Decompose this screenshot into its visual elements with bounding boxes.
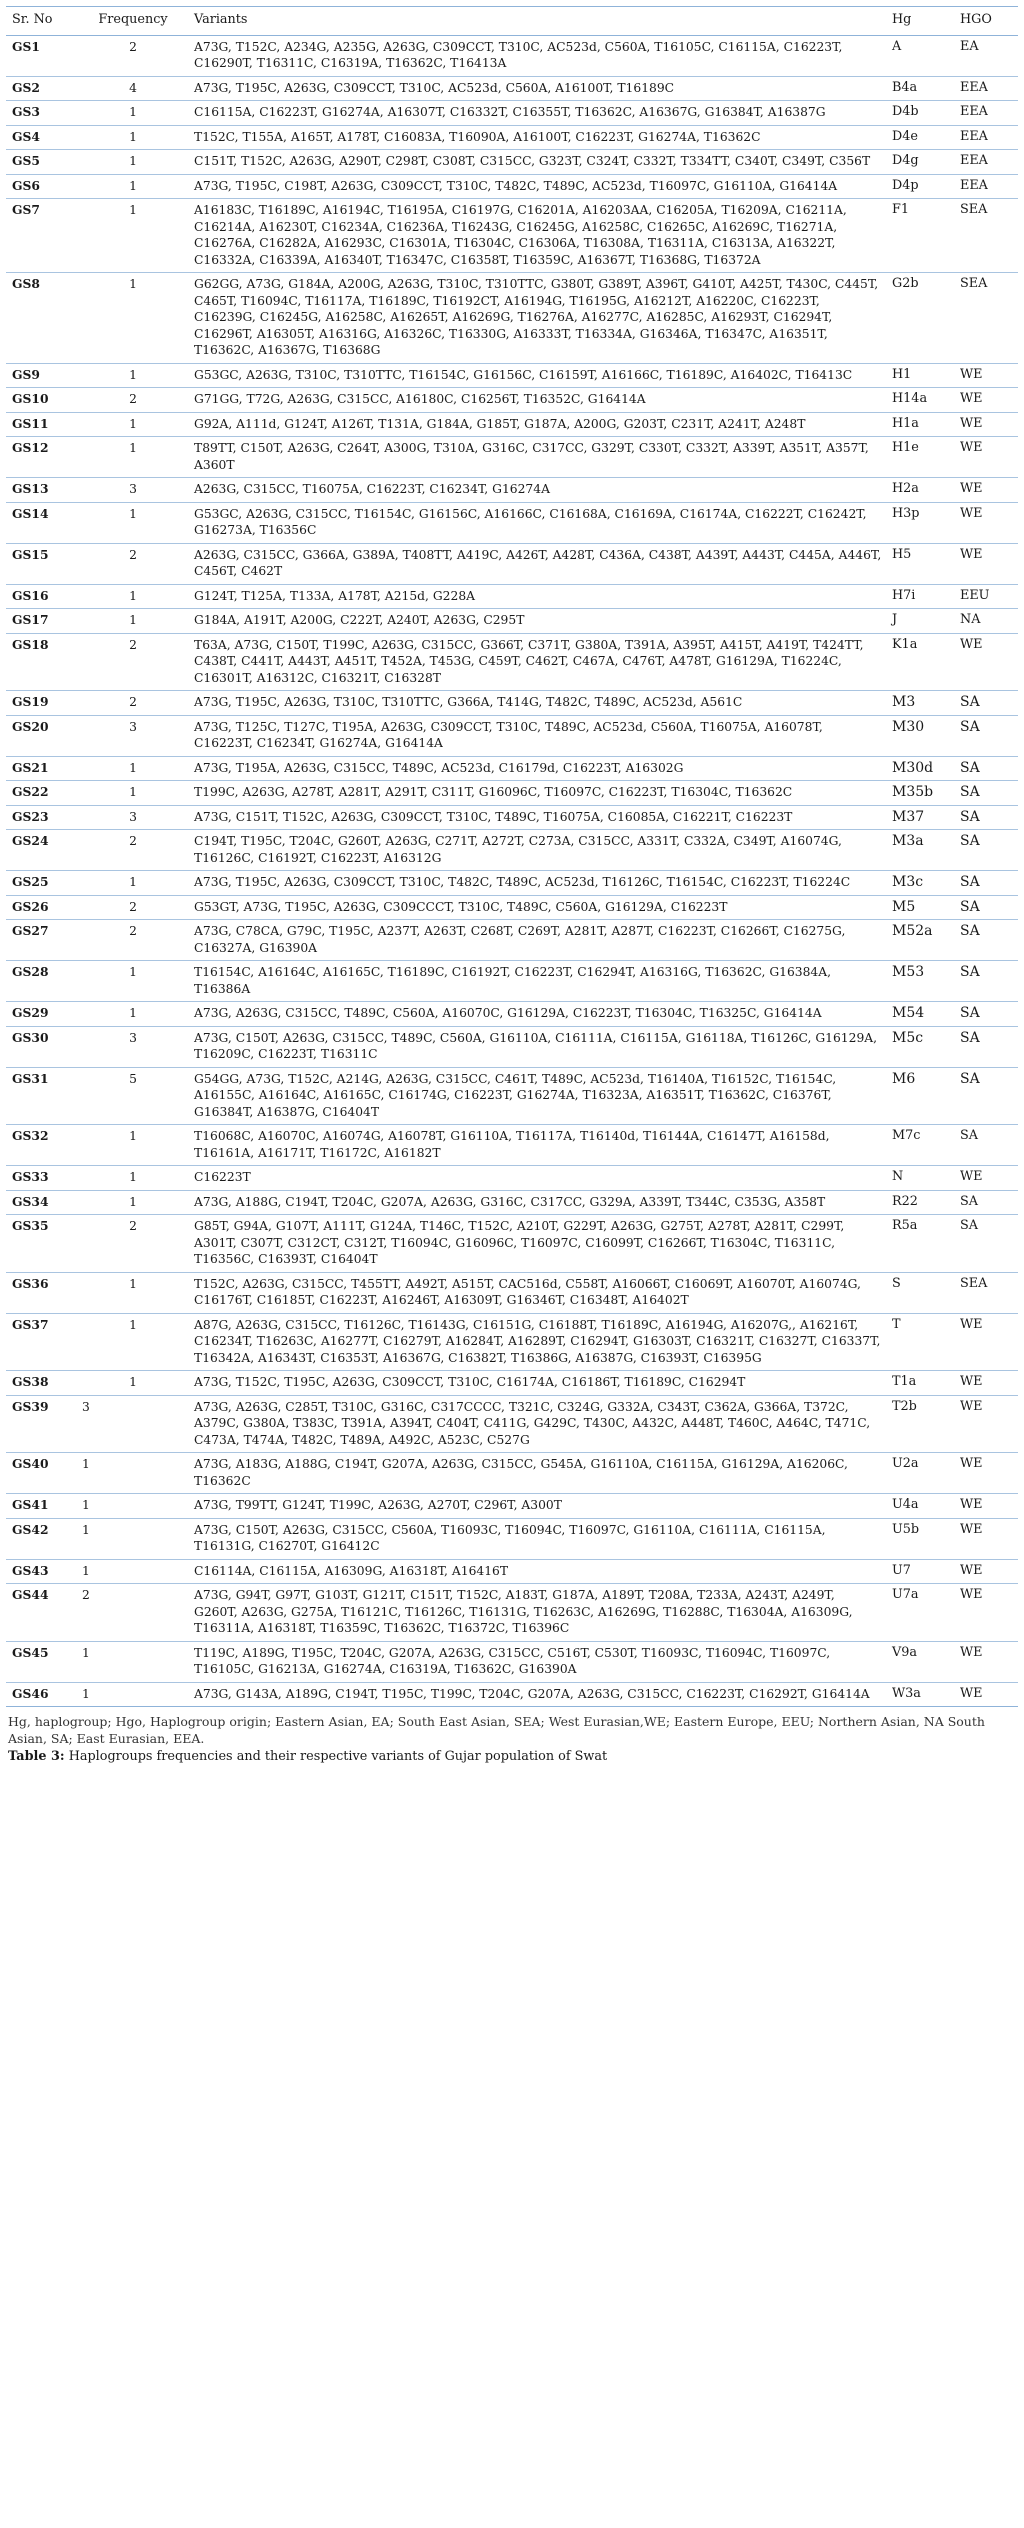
cell-variants: G54GG, A73G, T152C, A214G, A263G, C315CC, C461T, T489C, AC523d, T16140A, T16152C, T16154C, A16155C, A16164C, A16165C, C16174G, C16223T, G16274A, T16323A, A16351T, T16362C, C16376T, G16384T, A16387G, C16404T xyxy=(188,1067,886,1125)
cell-hgo: WE xyxy=(954,1494,1018,1519)
header-frequency: Frequency xyxy=(76,7,188,36)
cell-sr-no: GS16 xyxy=(6,584,76,609)
table-row xyxy=(6,1682,1018,1707)
cell-sr-no: GS9 xyxy=(6,363,76,388)
cell-hgo: WE xyxy=(954,1641,1018,1682)
cell-frequency: 3 xyxy=(76,1395,188,1453)
cell-hgo: EEA xyxy=(954,101,1018,126)
cell-frequency: 1 xyxy=(76,961,188,1002)
cell-sr-no: GS17 xyxy=(6,609,76,634)
table-row xyxy=(6,543,1018,584)
cell-frequency: 1 xyxy=(76,101,188,126)
cell-sr-no: GS15 xyxy=(6,543,76,584)
cell-variants: A73G, G94T, G97T, G103T, G121T, C151T, T152C, A183T, G187A, A189T, T208A, T233A, A243T, A249T, G260T, A263G, G275A, T16121C, T16126C, T16131G, T16263C, A16269G, T16288C, T16304A, A16309G, T16311A, A16318T, T16359C, T16362C, T16372C, T16396C xyxy=(188,1584,886,1642)
cell-sr-no: GS14 xyxy=(6,502,76,543)
cell-variants: A16183C, T16189C, A16194C, T16195A, C16197G, C16201A, A16203AA, C16205A, T16209A, C16211A, C16214A, A16230T, C16234A, C16236A, T16243G, C16245G, A16258C, C16265C, A16269C, T16271A, C16276A, C16282A, A16293C, C16301A, T16304C, C16306A, T16308A, T16311A, C16313A, A16322T, C16332A, C16339A, A16340T, T16347C, C16358T, T16359C, A16367T, T16368G, T16372A xyxy=(188,199,886,273)
cell-sr-no: GS39 xyxy=(6,1395,76,1453)
table-row xyxy=(6,1559,1018,1584)
cell-haplogroup: N xyxy=(886,1166,954,1191)
table-row xyxy=(6,1494,1018,1519)
cell-haplogroup: U2a xyxy=(886,1453,954,1494)
cell-frequency: 1 xyxy=(76,174,188,199)
cell-variants: G62GG, A73G, G184A, A200G, A263G, T310C, T310TTC, G380T, G389T, A396T, G410T, A425T, T430C, C445T, C465T, T16094C, T16117A, T16189C, T16192CT, A16194G, T16195G, A16212T, A16220C, C16223T, C16239G, C16245G, A16258C, A16265T, A16269G, T16276A, A16277C, A16285C, A16293T, C16294T, C16296T, A16305T, A16316G, A16326C, T16330G, A16333T, T16334A, G16346A, T16347C, A16351T, T16362C, A16367G, T16368G xyxy=(188,273,886,364)
cell-haplogroup: K1a xyxy=(886,633,954,691)
cell-variants: A73G, T195C, C198T, A263G, C309CCT, T310C, T482C, T489C, AC523d, T16097C, G16110A, G16414A xyxy=(188,174,886,199)
cell-frequency: 1 xyxy=(76,273,188,364)
cell-frequency: 1 xyxy=(76,1371,188,1396)
cell-frequency: 1 xyxy=(76,1518,188,1559)
cell-hgo: WE xyxy=(954,388,1018,413)
cell-hgo: SA xyxy=(954,691,1018,716)
cell-haplogroup: D4e xyxy=(886,125,954,150)
cell-frequency: 1 xyxy=(76,756,188,781)
cell-frequency: 1 xyxy=(76,1125,188,1166)
table-row xyxy=(6,478,1018,503)
cell-sr-no: GS10 xyxy=(6,388,76,413)
cell-sr-no: GS46 xyxy=(6,1682,76,1707)
table-row xyxy=(6,125,1018,150)
cell-sr-no: GS34 xyxy=(6,1190,76,1215)
cell-frequency: 2 xyxy=(76,830,188,871)
table-row xyxy=(6,1215,1018,1273)
cell-sr-no: GS45 xyxy=(6,1641,76,1682)
cell-haplogroup: M35b xyxy=(886,781,954,806)
cell-frequency: 3 xyxy=(76,478,188,503)
cell-frequency: 1 xyxy=(76,502,188,543)
document xyxy=(6,6,1018,1764)
cell-hgo: SA xyxy=(954,1067,1018,1125)
cell-hgo: SA xyxy=(954,715,1018,756)
cell-variants: T119C, A189G, T195C, T204C, G207A, A263G, C315CC, C516T, C530T, T16093C, T16094C, T16097C, T16105C, G16213A, G16274A, C16319A, T16362C, G16390A xyxy=(188,1641,886,1682)
table-row xyxy=(6,1067,1018,1125)
cell-hgo: WE xyxy=(954,1584,1018,1642)
cell-variants: A73G, C150T, A263G, C315CC, T489C, C560A, G16110A, C16111A, C16115A, G16118A, T16126C, G16129A, T16209C, C16223T, T16311C xyxy=(188,1026,886,1067)
cell-haplogroup: W3a xyxy=(886,1682,954,1707)
cell-haplogroup: M30d xyxy=(886,756,954,781)
cell-haplogroup: M3c xyxy=(886,871,954,896)
cell-sr-no: GS37 xyxy=(6,1313,76,1371)
cell-sr-no: GS12 xyxy=(6,437,76,478)
cell-hgo: WE xyxy=(954,1371,1018,1396)
cell-hgo: SA xyxy=(954,1190,1018,1215)
cell-variants: A73G, T195C, A263G, C309CCT, T310C, AC523d, C560A, A16100T, T16189C xyxy=(188,76,886,101)
cell-haplogroup: H1e xyxy=(886,437,954,478)
cell-variants: C194T, T195C, T204C, G260T, A263G, C271T, A272T, C273A, C315CC, A331T, C332A, C349T, A16074G, T16126C, C16192T, C16223T, A16312G xyxy=(188,830,886,871)
cell-frequency: 1 xyxy=(76,871,188,896)
cell-variants: A73G, A188G, C194T, T204C, G207A, A263G, G316C, C317CC, G329A, A339T, T344C, C353G, A358T xyxy=(188,1190,886,1215)
cell-variants: A73G, C78CA, G79C, T195C, A237T, A263T, C268T, C269T, A281T, A287T, C16223T, C16266T, C16275G, C16327A, G16390A xyxy=(188,920,886,961)
cell-sr-no: GS38 xyxy=(6,1371,76,1396)
cell-hgo: EEU xyxy=(954,584,1018,609)
cell-sr-no: GS24 xyxy=(6,830,76,871)
cell-variants: G184A, A191T, A200G, C222T, A240T, A263G, C295T xyxy=(188,609,886,634)
cell-sr-no: GS6 xyxy=(6,174,76,199)
cell-hgo: SA xyxy=(954,830,1018,871)
cell-sr-no: GS21 xyxy=(6,756,76,781)
table-row xyxy=(6,1002,1018,1027)
cell-haplogroup: M3 xyxy=(886,691,954,716)
table-row xyxy=(6,691,1018,716)
cell-haplogroup: H5 xyxy=(886,543,954,584)
cell-sr-no: GS13 xyxy=(6,478,76,503)
cell-frequency: 2 xyxy=(76,1215,188,1273)
cell-frequency: 3 xyxy=(76,715,188,756)
cell-frequency: 2 xyxy=(76,543,188,584)
cell-variants: A73G, A263G, C315CC, T489C, C560A, A16070C, G16129A, C16223T, T16304C, T16325C, G16414A xyxy=(188,1002,886,1027)
cell-variants: A73G, T195C, A263G, T310C, T310TTC, G366A, T414G, T482C, T489C, AC523d, A561C xyxy=(188,691,886,716)
cell-sr-no: GS35 xyxy=(6,1215,76,1273)
cell-variants: A73G, C151T, T152C, A263G, C309CCT, T310C, T489C, T16075A, C16085A, C16221T, C16223T xyxy=(188,805,886,830)
cell-variants: G85T, G94A, G107T, A111T, G124A, T146C, T152C, A210T, G229T, A263G, G275T, A278T, A281T, C299T, A301T, C307T, C312CT, C312T, T16094C, G16096C, T16097C, C16099T, C16266T, T16304C, T16311C, T16356C, C16393T, C16404T xyxy=(188,1215,886,1273)
cell-variants: G53GC, A263G, C315CC, T16154C, G16156C, A16166C, C16168A, C16169A, C16174A, C16222T, C16242T, G16273A, T16356C xyxy=(188,502,886,543)
table-footnote: Hg, haplogroup; Hgo, Haplogroup origin; Eastern Asian, EA; South East Asian, SEA; West Eurasian,WE; Eastern Europe, EEU; Northern Asian, NA South Asian, SA; East Eurasian, EEA. xyxy=(8,1714,985,1746)
table-row xyxy=(6,805,1018,830)
cell-haplogroup: S xyxy=(886,1272,954,1313)
cell-variants: A87G, A263G, C315CC, T16126C, T16143G, C16151G, C16188T, T16189C, A16194G, A16207G,, A16216T, C16234T, T16263C, A16277T, C16279T, A16284T, A16289T, C16294T, G16303T, C16321T, C16327T, C16337T, T16342A, A16343T, C16353T, A16367G, C16382T, T16386G, A16387G, C16393T, C16395G xyxy=(188,1313,886,1371)
cell-hgo: SA xyxy=(954,871,1018,896)
cell-frequency: 2 xyxy=(76,920,188,961)
cell-hgo: SA xyxy=(954,895,1018,920)
cell-sr-no: GS11 xyxy=(6,412,76,437)
cell-sr-no: GS23 xyxy=(6,805,76,830)
table-row xyxy=(6,388,1018,413)
cell-hgo: SEA xyxy=(954,273,1018,364)
cell-haplogroup: G2b xyxy=(886,273,954,364)
cell-haplogroup: M5c xyxy=(886,1026,954,1067)
cell-haplogroup: B4a xyxy=(886,76,954,101)
cell-hgo: SA xyxy=(954,805,1018,830)
cell-frequency: 1 xyxy=(76,1682,188,1707)
cell-variants: G53GC, A263G, T310C, T310TTC, T16154C, G16156C, C16159T, A16166C, T16189C, A16402C, T16413C xyxy=(188,363,886,388)
cell-sr-no: GS8 xyxy=(6,273,76,364)
table-body xyxy=(6,35,1018,1707)
cell-sr-no: GS40 xyxy=(6,1453,76,1494)
cell-frequency: 1 xyxy=(76,125,188,150)
cell-hgo: WE xyxy=(954,363,1018,388)
cell-sr-no: GS3 xyxy=(6,101,76,126)
cell-variants: A263G, C315CC, T16075A, C16223T, C16234T, G16274A xyxy=(188,478,886,503)
header-hgo: HGO xyxy=(954,7,1018,36)
cell-hgo: EEA xyxy=(954,125,1018,150)
cell-haplogroup: M37 xyxy=(886,805,954,830)
table-row xyxy=(6,1518,1018,1559)
cell-variants: G71GG, T72G, A263G, C315CC, A16180C, C16256T, T16352C, G16414A xyxy=(188,388,886,413)
table-row xyxy=(6,174,1018,199)
cell-variants: T16154C, A16164C, A16165C, T16189C, C16192T, C16223T, C16294T, A16316G, T16362C, G16384A, T16386A xyxy=(188,961,886,1002)
cell-haplogroup: M30 xyxy=(886,715,954,756)
cell-hgo: SA xyxy=(954,1026,1018,1067)
cell-haplogroup: M5 xyxy=(886,895,954,920)
cell-hgo: WE xyxy=(954,437,1018,478)
table-row xyxy=(6,920,1018,961)
cell-sr-no: GS7 xyxy=(6,199,76,273)
cell-variants: T63A, A73G, C150T, T199C, A263G, C315CC, G366T, C371T, G380A, T391A, A395T, A415T, A419T, T424TT, C438T, C441T, A443T, A451T, T452A, T453G, C459T, C462T, C467A, C476T, A478T, G16129A, T16224C, C16301T, A16312C, C16321T, C16328T xyxy=(188,633,886,691)
cell-hgo: WE xyxy=(954,1518,1018,1559)
cell-haplogroup: R22 xyxy=(886,1190,954,1215)
cell-hgo: SA xyxy=(954,1002,1018,1027)
table-row xyxy=(6,633,1018,691)
cell-haplogroup: D4g xyxy=(886,150,954,175)
cell-haplogroup: D4p xyxy=(886,174,954,199)
cell-frequency: 1 xyxy=(76,584,188,609)
cell-haplogroup: D4b xyxy=(886,101,954,126)
cell-haplogroup: H7i xyxy=(886,584,954,609)
cell-hgo: WE xyxy=(954,543,1018,584)
cell-variants: T16068C, A16070C, A16074G, A16078T, G16110A, T16117A, T16140d, T16144A, C16147T, A16158d, T16161A, A16171T, T16172C, A16182T xyxy=(188,1125,886,1166)
table-row xyxy=(6,1272,1018,1313)
cell-haplogroup: F1 xyxy=(886,199,954,273)
cell-frequency: 3 xyxy=(76,1026,188,1067)
table-header-row xyxy=(6,7,1018,36)
cell-haplogroup: U7 xyxy=(886,1559,954,1584)
cell-variants: G53GT, A73G, T195C, A263G, C309CCCT, T310C, T489C, C560A, G16129A, C16223T xyxy=(188,895,886,920)
cell-frequency: 1 xyxy=(76,1453,188,1494)
haplogroup-table xyxy=(6,6,1018,1707)
cell-frequency: 1 xyxy=(76,1190,188,1215)
cell-hgo: WE xyxy=(954,1453,1018,1494)
cell-haplogroup: U7a xyxy=(886,1584,954,1642)
cell-frequency: 2 xyxy=(76,633,188,691)
cell-variants: C151T, T152C, A263G, A290T, C298T, C308T, C315CC, G323T, C324T, C332T, T334TT, C340T, C349T, C356T xyxy=(188,150,886,175)
cell-sr-no: GS22 xyxy=(6,781,76,806)
table-row xyxy=(6,35,1018,76)
table-row xyxy=(6,871,1018,896)
table-row xyxy=(6,1453,1018,1494)
cell-sr-no: GS41 xyxy=(6,1494,76,1519)
cell-variants: A73G, G143A, A189G, C194T, T195C, T199C, T204C, G207A, A263G, C315CC, C16223T, C16292T, G16414A xyxy=(188,1682,886,1707)
cell-variants: A73G, T152C, A234G, A235G, A263G, C309CCT, T310C, AC523d, C560A, T16105C, C16115A, C16223T, C16290T, T16311C, C16319A, T16362C, T16413A xyxy=(188,35,886,76)
cell-haplogroup: U5b xyxy=(886,1518,954,1559)
cell-frequency: 1 xyxy=(76,1494,188,1519)
cell-variants: A73G, T125C, T127C, T195A, A263G, C309CCT, T310C, T489C, AC523d, C560A, T16075A, A16078T, C16223T, C16234T, G16274A, G16414A xyxy=(188,715,886,756)
table-row xyxy=(6,1190,1018,1215)
cell-hgo: WE xyxy=(954,1166,1018,1191)
table-row xyxy=(6,1166,1018,1191)
table-row xyxy=(6,412,1018,437)
cell-frequency: 5 xyxy=(76,1067,188,1125)
table-row xyxy=(6,150,1018,175)
cell-frequency: 2 xyxy=(76,1584,188,1642)
cell-haplogroup: H1 xyxy=(886,363,954,388)
cell-sr-no: GS36 xyxy=(6,1272,76,1313)
cell-variants: C16114A, C16115A, A16309G, A16318T, A16416T xyxy=(188,1559,886,1584)
table-row xyxy=(6,1313,1018,1371)
cell-frequency: 1 xyxy=(76,609,188,634)
cell-sr-no: GS18 xyxy=(6,633,76,691)
cell-hgo: NA xyxy=(954,609,1018,634)
cell-variants: A73G, T195C, A263G, C309CCT, T310C, T482C, T489C, AC523d, T16126C, T16154C, C16223T, T16224C xyxy=(188,871,886,896)
cell-hgo: EEA xyxy=(954,76,1018,101)
cell-hgo: SA xyxy=(954,1215,1018,1273)
cell-variants: T152C, A263G, C315CC, T455TT, A492T, A515T, CAC516d, C558T, A16066T, C16069T, A16070T, A16074G, C16176T, C16185T, C16223T, A16246T, A16309T, G16346T, C16348T, A16402T xyxy=(188,1272,886,1313)
table-row xyxy=(6,1371,1018,1396)
cell-hgo: SA xyxy=(954,781,1018,806)
cell-variants: G92A, A111d, G124T, A126T, T131A, G184A, G185T, G187A, A200G, G203T, C231T, A241T, A248T xyxy=(188,412,886,437)
cell-hgo: WE xyxy=(954,1559,1018,1584)
cell-frequency: 1 xyxy=(76,412,188,437)
cell-frequency: 1 xyxy=(76,1002,188,1027)
cell-frequency: 1 xyxy=(76,1166,188,1191)
cell-sr-no: GS28 xyxy=(6,961,76,1002)
table-row xyxy=(6,715,1018,756)
cell-sr-no: GS5 xyxy=(6,150,76,175)
cell-hgo: WE xyxy=(954,1313,1018,1371)
cell-hgo: EA xyxy=(954,35,1018,76)
cell-haplogroup: U4a xyxy=(886,1494,954,1519)
cell-haplogroup: R5a xyxy=(886,1215,954,1273)
cell-sr-no: GS32 xyxy=(6,1125,76,1166)
cell-frequency: 1 xyxy=(76,150,188,175)
table-row xyxy=(6,1395,1018,1453)
cell-haplogroup: H14a xyxy=(886,388,954,413)
cell-haplogroup: M53 xyxy=(886,961,954,1002)
cell-haplogroup: J xyxy=(886,609,954,634)
cell-sr-no: GS43 xyxy=(6,1559,76,1584)
cell-haplogroup: M52a xyxy=(886,920,954,961)
table-row xyxy=(6,609,1018,634)
cell-haplogroup: V9a xyxy=(886,1641,954,1682)
cell-frequency: 1 xyxy=(76,1272,188,1313)
cell-frequency: 2 xyxy=(76,895,188,920)
cell-hgo: SEA xyxy=(954,1272,1018,1313)
table-row xyxy=(6,1125,1018,1166)
table-row xyxy=(6,76,1018,101)
cell-hgo: SEA xyxy=(954,199,1018,273)
cell-hgo: WE xyxy=(954,1395,1018,1453)
table-row xyxy=(6,437,1018,478)
cell-sr-no: GS25 xyxy=(6,871,76,896)
cell-sr-no: GS31 xyxy=(6,1067,76,1125)
cell-variants: T199C, A263G, A278T, A281T, A291T, C311T, G16096C, T16097C, C16223T, T16304C, T16362C xyxy=(188,781,886,806)
cell-variants: T89TT, C150T, A263G, C264T, A300G, T310A, G316C, C317CC, G329T, C330T, C332T, A339T, A351T, A357T, A360T xyxy=(188,437,886,478)
table-row xyxy=(6,1026,1018,1067)
table-row xyxy=(6,1641,1018,1682)
table-caption xyxy=(6,1747,1018,1764)
cell-haplogroup: T1a xyxy=(886,1371,954,1396)
cell-frequency: 2 xyxy=(76,691,188,716)
cell-variants: C16223T xyxy=(188,1166,886,1191)
cell-variants: A73G, T195A, A263G, C315CC, T489C, AC523d, C16179d, C16223T, A16302G xyxy=(188,756,886,781)
cell-hgo: WE xyxy=(954,478,1018,503)
cell-frequency: 1 xyxy=(76,1313,188,1371)
cell-haplogroup: A xyxy=(886,35,954,76)
cell-haplogroup: H2a xyxy=(886,478,954,503)
table-row xyxy=(6,273,1018,364)
table-row xyxy=(6,101,1018,126)
cell-hgo: SA xyxy=(954,756,1018,781)
cell-sr-no: GS2 xyxy=(6,76,76,101)
table-row xyxy=(6,830,1018,871)
table-row xyxy=(6,895,1018,920)
cell-hgo: EEA xyxy=(954,174,1018,199)
cell-variants: A73G, T99TT, G124T, T199C, A263G, A270T, C296T, A300T xyxy=(188,1494,886,1519)
table-row xyxy=(6,781,1018,806)
cell-variants: T152C, T155A, A165T, A178T, C16083A, T16090A, A16100T, C16223T, G16274A, T16362C xyxy=(188,125,886,150)
cell-sr-no: GS1 xyxy=(6,35,76,76)
cell-variants: C16115A, C16223T, G16274A, A16307T, C16332T, C16355T, T16362C, A16367G, G16384T, A16387G xyxy=(188,101,886,126)
caption-text: Haplogroups frequencies and their respective variants of Gujar population of Swat xyxy=(64,1749,608,1764)
cell-variants: G124T, T125A, T133A, A178T, A215d, G228A xyxy=(188,584,886,609)
caption-label: Table 3: xyxy=(8,1749,65,1764)
cell-sr-no: GS29 xyxy=(6,1002,76,1027)
cell-frequency: 1 xyxy=(76,1641,188,1682)
cell-sr-no: GS27 xyxy=(6,920,76,961)
cell-variants: A73G, T152C, T195C, A263G, C309CCT, T310C, C16174A, C16186T, T16189C, C16294T xyxy=(188,1371,886,1396)
cell-variants: A73G, A263G, C285T, T310C, G316C, C317CCCC, T321C, C324G, G332A, C343T, C362A, G366A, T372C, A379C, G380A, T383C, T391A, A394T, C404T, C411G, G429C, T430C, A432C, A448T, T460C, A464C, T471C, C473A, T474A, T482C, T489A, A492C, A523C, C527G xyxy=(188,1395,886,1453)
cell-sr-no: GS20 xyxy=(6,715,76,756)
cell-haplogroup: M54 xyxy=(886,1002,954,1027)
cell-sr-no: GS4 xyxy=(6,125,76,150)
cell-frequency: 1 xyxy=(76,1559,188,1584)
cell-sr-no: GS19 xyxy=(6,691,76,716)
cell-haplogroup: M7c xyxy=(886,1125,954,1166)
table-row xyxy=(6,199,1018,273)
table-row xyxy=(6,961,1018,1002)
cell-frequency: 4 xyxy=(76,76,188,101)
cell-haplogroup: M6 xyxy=(886,1067,954,1125)
cell-frequency: 2 xyxy=(76,35,188,76)
cell-haplogroup: T2b xyxy=(886,1395,954,1453)
cell-sr-no: GS30 xyxy=(6,1026,76,1067)
header-sr-no: Sr. No xyxy=(6,7,76,36)
cell-variants: A73G, A183G, A188G, C194T, G207A, A263G, C315CC, G545A, G16110A, C16115A, G16129A, A16206C, T16362C xyxy=(188,1453,886,1494)
header-variants: Variants xyxy=(188,7,886,36)
cell-variants: A263G, C315CC, G366A, G389A, T408TT, A419C, A426T, A428T, C436A, C438T, A439T, A443T, C445A, A446T, C456T, C462T xyxy=(188,543,886,584)
table-row xyxy=(6,1584,1018,1642)
cell-hgo: WE xyxy=(954,633,1018,691)
cell-frequency: 1 xyxy=(76,199,188,273)
cell-hgo: WE xyxy=(954,502,1018,543)
cell-frequency: 1 xyxy=(76,363,188,388)
table-row xyxy=(6,363,1018,388)
cell-frequency: 2 xyxy=(76,388,188,413)
cell-sr-no: GS44 xyxy=(6,1584,76,1642)
cell-haplogroup: H1a xyxy=(886,412,954,437)
cell-hgo: EEA xyxy=(954,150,1018,175)
cell-sr-no: GS42 xyxy=(6,1518,76,1559)
cell-haplogroup: M3a xyxy=(886,830,954,871)
cell-hgo: WE xyxy=(954,1682,1018,1707)
cell-hgo: SA xyxy=(954,920,1018,961)
cell-haplogroup: H3p xyxy=(886,502,954,543)
cell-sr-no: GS33 xyxy=(6,1166,76,1191)
cell-hgo: SA xyxy=(954,1125,1018,1166)
cell-frequency: 1 xyxy=(76,781,188,806)
cell-hgo: WE xyxy=(954,412,1018,437)
cell-frequency: 3 xyxy=(76,805,188,830)
cell-sr-no: GS26 xyxy=(6,895,76,920)
cell-frequency: 1 xyxy=(76,437,188,478)
cell-haplogroup: T xyxy=(886,1313,954,1371)
header-hg: Hg xyxy=(886,7,954,36)
cell-variants: A73G, C150T, A263G, C315CC, C560A, T16093C, T16094C, T16097C, G16110A, C16111A, C16115A, T16131G, C16270T, G16412C xyxy=(188,1518,886,1559)
table-row xyxy=(6,584,1018,609)
cell-hgo: SA xyxy=(954,961,1018,1002)
table-row xyxy=(6,502,1018,543)
table-row xyxy=(6,756,1018,781)
